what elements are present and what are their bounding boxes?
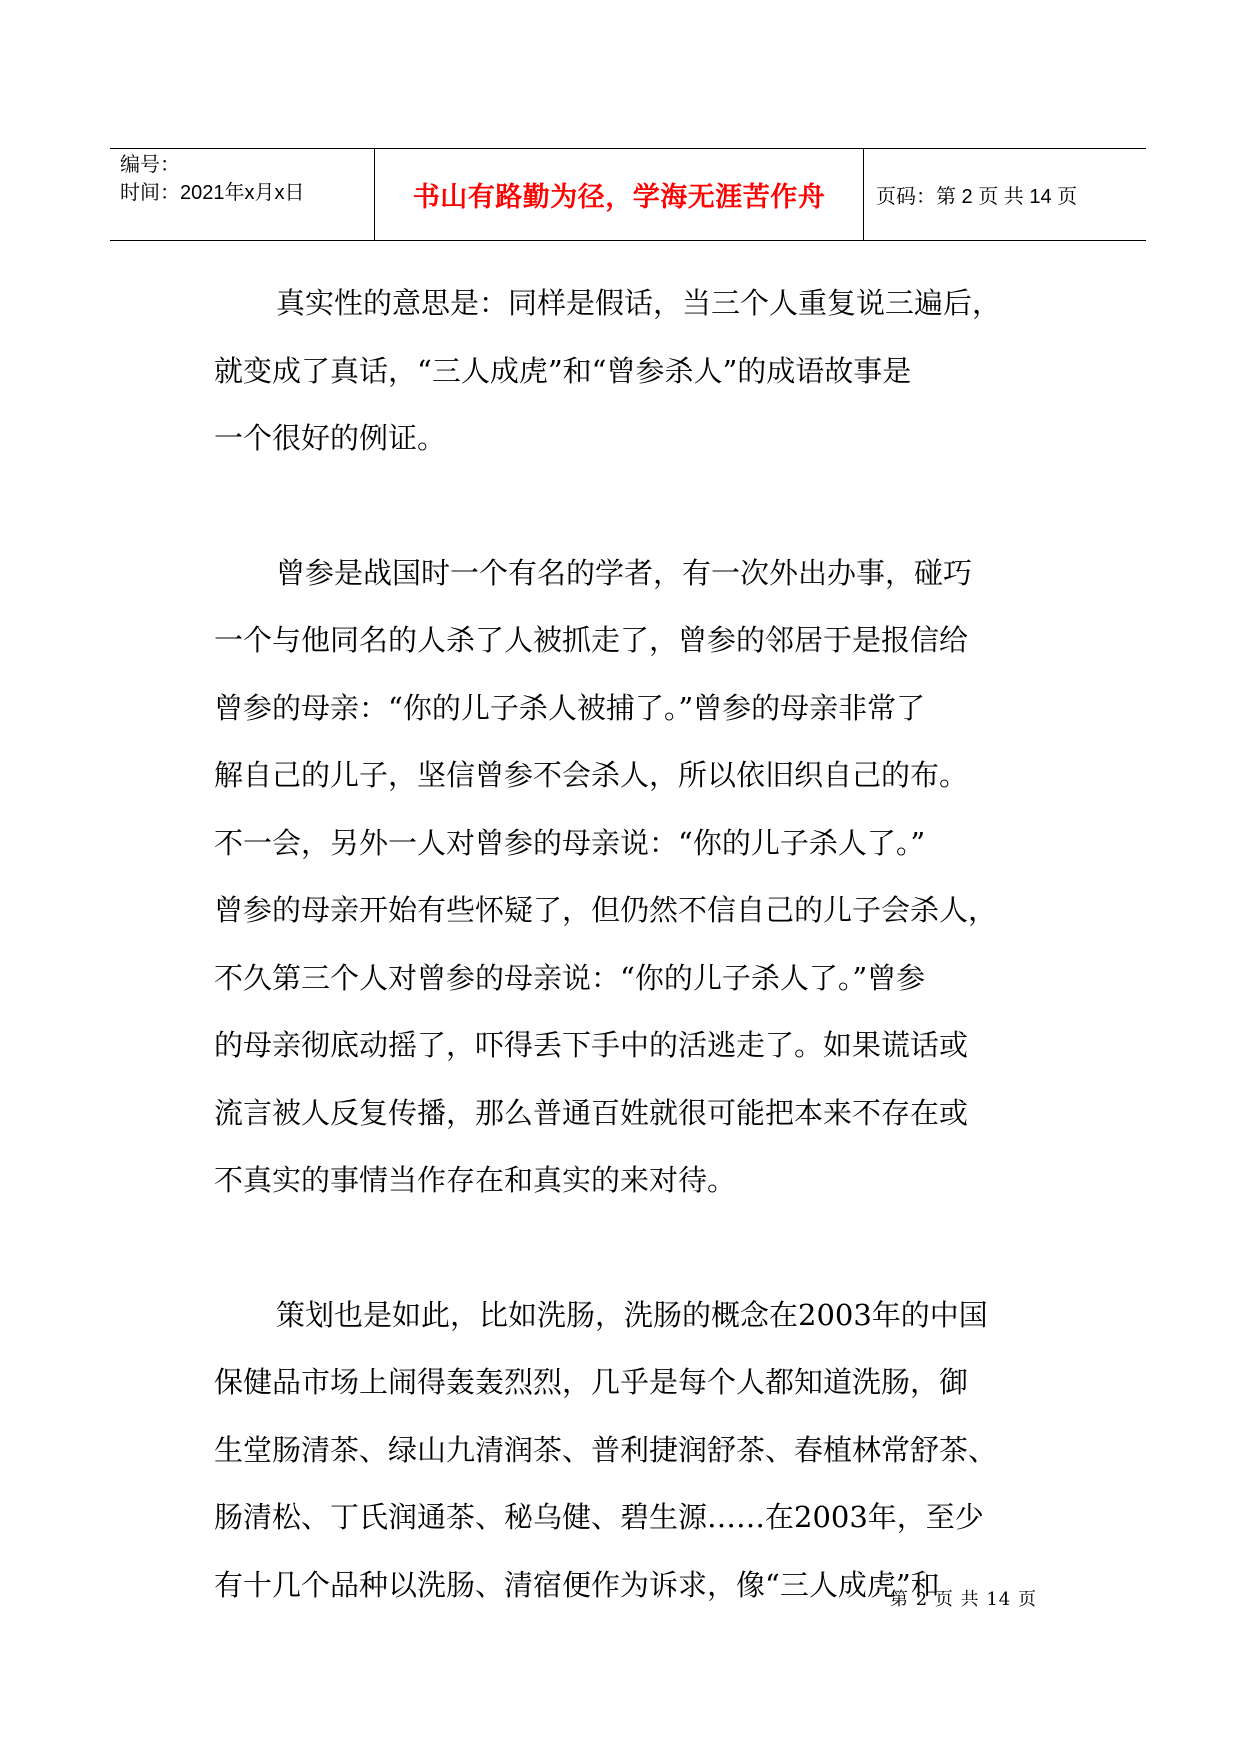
- header-motto-cell: [375, 149, 864, 240]
- header-page-code: 页码：第 2 页 共 14 页: [876, 186, 1078, 208]
- page-header: [110, 148, 1146, 241]
- paragraph-line: 一个与他同名的人杀了人被抓走了，曾参的邻居于是报信给: [214, 623, 969, 657]
- paragraph-line: 解自己的儿子，坚信曾参不会杀人，所以依旧织自己的布。: [214, 758, 969, 792]
- paragraph-line: 生堂肠清茶、绿山九清润茶、普利捷润舒茶、春植林常舒茶、: [214, 1432, 998, 1467]
- paragraph-2: [214, 540, 1064, 1215]
- header-meta-cell: [110, 149, 375, 240]
- paragraph-line: 不真实的事情当作存在和真实的来对待。: [214, 1163, 737, 1197]
- paragraph-gap: [214, 473, 1064, 540]
- header-page-code-cell: [864, 149, 1146, 240]
- header-motto: 书山有路勤为径，学海无涯苦作舟: [412, 182, 826, 213]
- paragraph-line: 曾参的母亲：“你的儿子杀人被捕了。”曾参的母亲非常了: [214, 690, 926, 725]
- paragraph-line: 真实性的意思是：同样是假话，当三个人重复说三遍后，: [276, 286, 1002, 320]
- paragraph-line: 曾参的母亲开始有些怀疑了，但仍然不信自己的儿子会杀人，: [214, 893, 998, 927]
- paragraph-line: 不一会，另外一人对曾参的母亲说：“你的儿子杀人了。”: [214, 825, 926, 860]
- paragraph-line: 肠清松、丁氏润通茶、秘乌健、碧生源……在2003年，至少: [214, 1500, 984, 1534]
- page-footer: [890, 1585, 1037, 1611]
- paragraph-line: 不久第三个人对曾参的母亲说：“你的儿子杀人了。”曾参: [214, 960, 926, 995]
- paragraph-3: [214, 1282, 1064, 1620]
- paragraph-line: 策划也是如此，比如洗肠，洗肠的概念在2003年的中国: [276, 1297, 988, 1332]
- paragraph-1: [214, 270, 1064, 473]
- document-time-label: 时间：2021年x月x日: [120, 182, 305, 204]
- document-number-label: 编号：: [120, 154, 180, 176]
- paragraph-line: 就变成了真话，“三人成虎”和“曾参杀人”的成语故事是: [214, 353, 912, 388]
- paragraph-line: 流言被人反复传播，那么普通百姓就很可能把本来不存在或: [214, 1095, 969, 1130]
- paragraph-gap: [214, 1215, 1064, 1282]
- footer-page-info: 第 2 页 共 14 页: [890, 1589, 1037, 1610]
- paragraph-line: 一个很好的例证。: [214, 421, 447, 455]
- document-body: [214, 270, 1064, 1619]
- paragraph-line: 曾参是战国时一个有名的学者，有一次外出办事，碰巧: [276, 555, 973, 590]
- paragraph-line: 有十几个品种以洗肠、清宿便作为诉求，像“三人成虎”和: [214, 1567, 940, 1602]
- paragraph-line: 保健品市场上闹得轰轰烈烈，几乎是每个人都知道洗肠，御: [214, 1365, 969, 1399]
- paragraph-line: 的母亲彻底动摇了，吓得丢下手中的活逃走了。如果谎话或: [214, 1028, 969, 1062]
